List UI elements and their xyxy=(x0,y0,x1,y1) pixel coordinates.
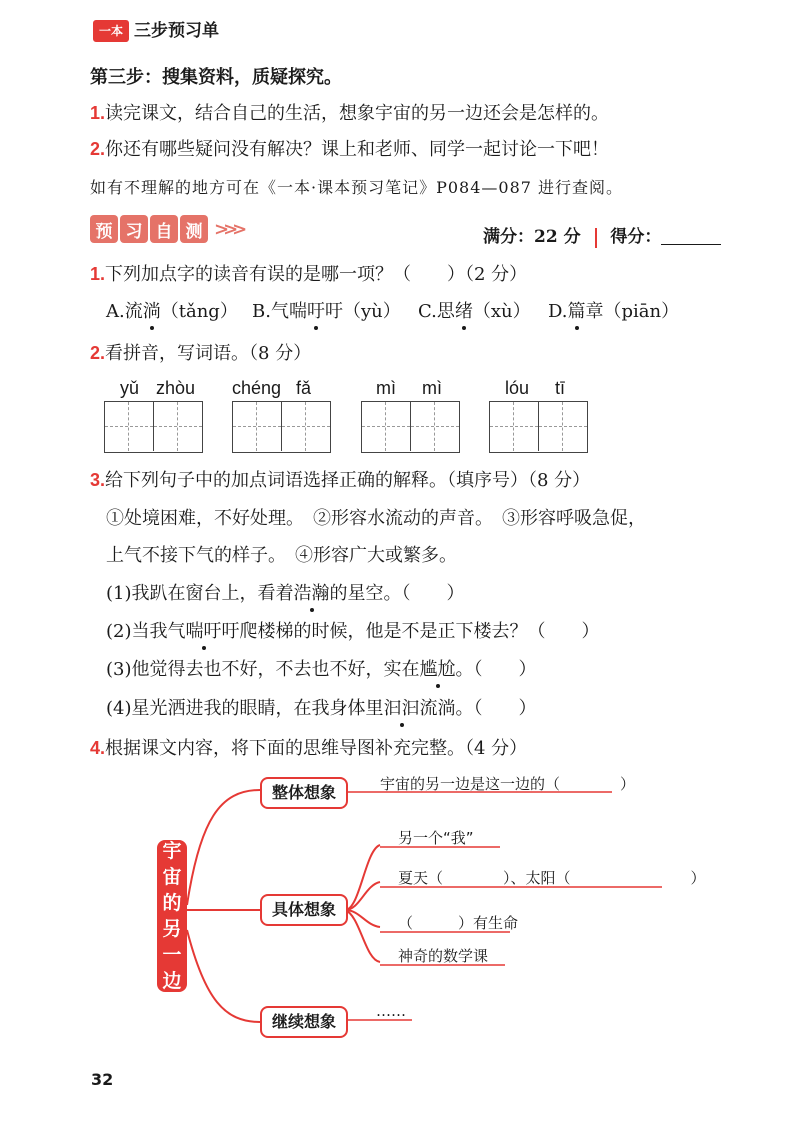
question-text: 下列加点字的读音有误的是哪一项？（ ）（2 分） xyxy=(105,264,528,285)
banner-char: 自 xyxy=(150,215,178,243)
center-char: 边 xyxy=(162,970,182,992)
sentence-text: (3)他觉得去也不好，不去也不好，实在 xyxy=(106,659,420,680)
banner-char: 预 xyxy=(90,215,118,243)
option-text: D. xyxy=(548,301,568,322)
specific-item-2[interactable]: 夏天（ ）、太阳（ ） xyxy=(398,869,706,887)
overall-text[interactable]: 宇宙的另一边是这一边的（ ） xyxy=(380,775,636,793)
question-text: 给下列句子中的加点词语选择正确的解释。（填序号）（8 分） xyxy=(105,470,591,491)
question-number: 3. xyxy=(90,470,106,490)
question-text: 根据课文内容，将下面的思维导图补充完整。（4 分） xyxy=(105,738,528,759)
item-number: 1. xyxy=(90,103,106,123)
sentence-text: 的星空。（ ） xyxy=(329,583,465,604)
option-text: A.流 xyxy=(106,301,143,322)
specific-item-4: 神奇的数学课 xyxy=(398,947,489,965)
question-number: 1. xyxy=(90,264,106,284)
option-text: （xù） xyxy=(472,301,531,322)
option-text: 吁（yù） xyxy=(324,301,401,322)
banner-char: 测 xyxy=(180,215,208,243)
center-char: 的 xyxy=(162,892,182,914)
continue-text: …… xyxy=(376,1002,406,1020)
center-char: 宇 xyxy=(162,840,182,862)
full-score: 满分：22 分 xyxy=(483,227,581,247)
center-char: 宙 xyxy=(162,866,182,888)
pinyin: yǔ xyxy=(120,378,140,398)
dotted-char: 篇 xyxy=(567,301,586,322)
node-specific: 具体想象 xyxy=(260,894,348,926)
score-label: 得分： xyxy=(610,227,662,247)
center-char: 一 xyxy=(162,944,182,966)
question-number: 2. xyxy=(90,343,106,363)
item-text: 读完课文，结合自己的生活，想象宇宙的另一边还会是怎样的。 xyxy=(105,103,610,124)
mindmap-center xyxy=(157,840,187,992)
pinyin: zhòu xyxy=(156,378,196,398)
option-text: B.气喘 xyxy=(252,301,307,322)
pinyin: chéng xyxy=(232,378,282,398)
sentence-text: (2)当我 xyxy=(106,621,168,642)
reference-note: 如有不理解的地方可在《一本·课本预习笔记》P084—087 进行查阅。 xyxy=(90,178,624,197)
pinyin: mì xyxy=(422,378,442,398)
brand-logo: 一本 xyxy=(93,20,129,42)
pinyin: tī xyxy=(555,378,566,398)
banner-char: 习 xyxy=(120,215,148,243)
sub-branch-2 xyxy=(345,882,380,910)
pinyin: fǎ xyxy=(296,378,312,398)
dotted-word: 气喘吁吁 xyxy=(167,621,240,642)
option-text: 章（piān） xyxy=(585,301,680,322)
option-text: C.思 xyxy=(418,301,455,322)
branch-overall xyxy=(187,790,260,905)
dotted-char: 吁 xyxy=(306,301,325,322)
sentence-text: 爬楼梯的时候，他是不是正下楼去？（ ） xyxy=(239,621,600,642)
node-continue: 继续想象 xyxy=(260,1006,348,1038)
center-char: 另 xyxy=(162,918,182,940)
dotted-char: 绪 xyxy=(454,301,473,322)
pinyin: mì xyxy=(376,378,396,398)
item-text: 你还有哪些疑问没有解决？课上和老师、同学一起讨论一下吧！ xyxy=(105,139,610,160)
q3-choices-line1: ①处境困难，不好处理。 ②形容水流动的声音。 ③形容呼吸急促， xyxy=(106,508,646,529)
chevron-icon: >>> xyxy=(214,218,242,240)
dotted-word: 尴尬 xyxy=(419,659,456,680)
dotted-word: 汩汩 xyxy=(383,698,420,719)
branch-continue xyxy=(187,930,260,1022)
dotted-word: 浩瀚 xyxy=(293,583,330,604)
question-text: 看拼音，写词语。（8 分） xyxy=(105,343,312,364)
sentence-text: (1)我趴在窗台上，看着 xyxy=(106,583,294,604)
pinyin: lóu xyxy=(505,378,530,398)
step3-title: 第三步：搜集资料，质疑探究。 xyxy=(90,67,342,88)
option-text: （tǎng） xyxy=(160,301,238,322)
dotted-char: 淌 xyxy=(142,301,161,322)
sentence-text: 。（ ） xyxy=(455,659,537,680)
specific-item-3[interactable]: （ ）有生命 xyxy=(398,914,519,932)
item-number: 2. xyxy=(90,139,106,159)
question-number: 4. xyxy=(90,738,106,758)
page-number: 32 xyxy=(91,1070,114,1089)
sub-branch-1 xyxy=(345,845,380,910)
section-title: 三步预习单 xyxy=(134,21,219,41)
sentence-text: 流淌。（ ） xyxy=(419,698,537,719)
sentence-text: (4)星光洒进我的眼睛，在我身体里 xyxy=(106,698,384,719)
q3-choices-line2: 上气不接下气的样子。 ④形容广大或繁多。 xyxy=(106,545,457,566)
specific-item-1: 另一个“我” xyxy=(398,829,474,847)
node-overall: 整体想象 xyxy=(260,777,348,809)
